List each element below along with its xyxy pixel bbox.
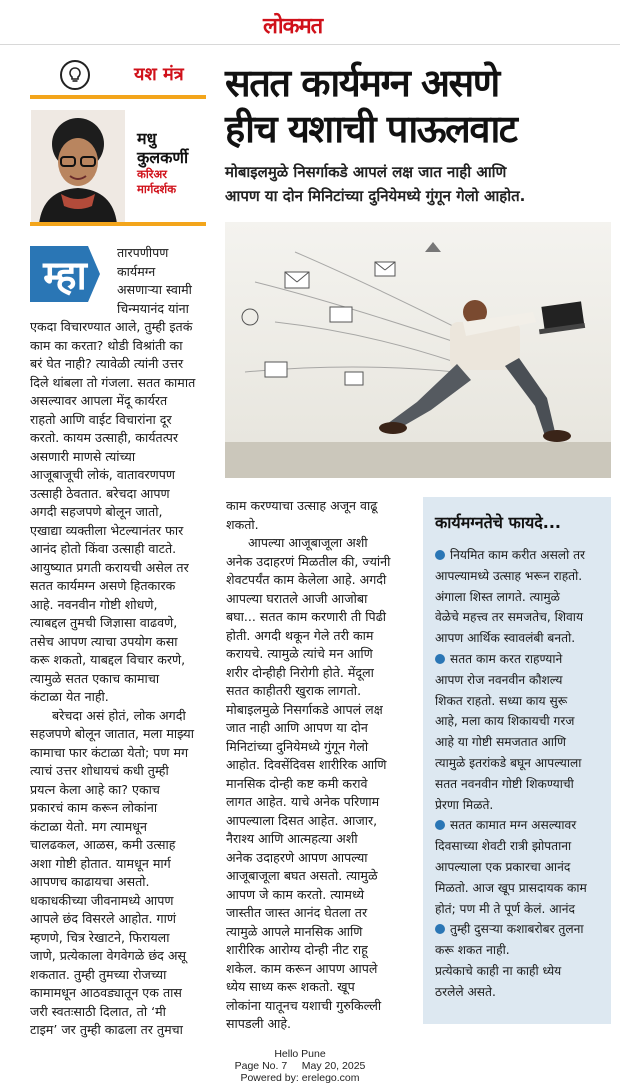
text-line: बरेचदा असं होतं, लोक अगदी <box>52 707 186 723</box>
text-line: टाइम’ जर तुम्ही काढला तर तुमचा <box>30 1022 183 1037</box>
bullet-icon <box>435 550 445 560</box>
text-line: त्याचं उत्तर शोधायचं कधी तुम्ही <box>30 763 169 778</box>
benefit-text: करू शकत नाही. <box>435 943 510 958</box>
author-role-line1: करिअर <box>137 167 168 181</box>
footer-page-date: Page No. 7 May 20, 2025 <box>234 1060 366 1072</box>
bullet-icon <box>435 924 445 934</box>
text-line: म्हणणे, चित्र रेखाटने, फिरायला <box>30 929 170 945</box>
text-line: शारीरिक आरोग्य दोन्ही नीट राहू <box>226 942 368 957</box>
subheadline <box>225 160 525 208</box>
text-line: शकतात. तुम्ही तुमच्या रोजच्या <box>30 966 167 982</box>
author-role-line2: मार्गदर्शक <box>137 182 177 196</box>
text-line: कामामधून आठवड्यातून एक तास <box>30 985 182 1000</box>
benefit-text: ठरलेले असते. <box>435 984 496 999</box>
headline-line2: हीच यशाची पाऊलवाट <box>225 107 517 151</box>
footer-edition: Hello Pune <box>274 1048 326 1060</box>
text-line: एकदा विचारण्यात आले, तुम्ही इतकं <box>30 319 193 334</box>
benefit-text: वेळेचे महत्त्व तर समजतेच, शिवाय <box>435 610 584 625</box>
section-divider <box>30 95 206 99</box>
text-line: त्यामुळे आपले मानसिक आणि <box>226 923 363 939</box>
benefit-line <box>435 753 601 774</box>
text-line: बघा... सतत काम करणारी ती पिढी <box>226 609 387 624</box>
hero-image <box>225 222 611 478</box>
benefit-line <box>435 919 601 940</box>
bulb-icon <box>60 60 90 90</box>
benefit-text: तुम्ही दुसऱ्या कशाबरोबर तुलना <box>450 922 584 937</box>
text-line: ध्येय साध्य करू शकतो. खूप <box>226 979 355 994</box>
text-line: करायचे. त्यामुळे त्यांचे मन आणि <box>226 646 373 661</box>
benefit-line <box>435 732 601 753</box>
author-divider <box>30 222 206 226</box>
text-line: उत्साही ठेवतात. बरेचदा आपण <box>30 485 170 501</box>
text-line: जात नाही आणि आपण या दोन <box>226 720 368 735</box>
benefit-text: शिकत राहतो. सध्या काय सुरू <box>435 693 568 708</box>
headline <box>225 60 516 152</box>
benefit-line <box>435 878 601 899</box>
text-line: चालढकल, आळस, कमी उत्साह <box>30 837 176 852</box>
text-line: आजूबाजूची लोकं, वातावरणपण <box>30 467 175 482</box>
benefit-text: सतत नवनवीन गोष्टी शिकण्याची <box>435 776 574 791</box>
text-line: धकाधकीच्या जीवनामध्ये आपण <box>30 892 174 908</box>
text-line: शरीर दोन्हीही निरोगी होते. मेंदूला <box>226 664 374 680</box>
benefit-text: आपण आर्थिक स्वावलंबी बनतो. <box>435 631 576 646</box>
benefit-line <box>435 649 601 670</box>
author-role <box>137 167 176 197</box>
section-title: यश मंत्र <box>134 64 184 85</box>
benefit-text: सतत कामात मग्न असल्यावर <box>450 818 577 833</box>
text-line: बरं घेत नाही? त्यावेळी त्यांनी उत्तर <box>30 356 184 371</box>
benefit-text: आहे, मला काय शिकायची गरज <box>435 714 575 729</box>
benefit-text: सतत काम करत राहण्याने <box>450 651 563 666</box>
author-name-line1: मधु <box>137 129 157 148</box>
text-line: आपल्याला दिसत आहेत. आजार, <box>226 812 378 828</box>
author-name <box>137 129 188 167</box>
benefit-line <box>435 961 601 982</box>
text-line: आजूबाजूला बघत असतो. त्यामुळे <box>226 868 378 883</box>
text-line: सहजपणे बोलून जातात, मला माझ्या <box>30 726 194 741</box>
bulb-glyph-icon <box>66 66 84 84</box>
body-column-2 <box>226 497 416 1034</box>
text-line: नैराश्य आणि आत्महत्या अशी <box>226 831 358 846</box>
text-line: आहोत. दिवसेंदिवस शारीरिक आणि <box>226 757 387 772</box>
lead-line: कार्यमग्न <box>117 263 156 279</box>
benefit-text: आपल्यामध्ये उत्साह भरून राहतो. <box>435 568 583 583</box>
text-line: आपण जे काम करतो. त्यामध्ये <box>226 886 365 902</box>
lead-line: चिन्मयानंद यांना <box>117 300 189 316</box>
benefit-line <box>435 566 601 587</box>
subhead-line1: मोबाइलमुळे निसर्गाकडे आपलं लक्ष जात नाही आणि <box>225 163 507 181</box>
benefit-line <box>435 982 601 1003</box>
benefit-text: दिवसाच्या शेवटी रात्री झोपताना <box>435 839 572 854</box>
text-line: मानसिक दोन्ही कष्ट कमी करावे <box>226 775 368 791</box>
text-line: आहे. नवनवीन गोष्टी शोधणे, <box>30 596 158 612</box>
benefit-line <box>435 670 601 691</box>
text-line: करू शकतो, याबद्दल विचार करणे, <box>30 652 186 667</box>
text-line: मोबाइलमुळे निसर्गाकडे आपलं लक्ष <box>226 701 383 717</box>
benefit-line <box>435 836 601 857</box>
benefit-text: अंगाला शिस्त लागते. त्यामुळे <box>435 589 560 604</box>
text-line: आपणच काढायचा असतो. <box>30 874 150 889</box>
benefit-item <box>435 919 601 1002</box>
text-line: करतो. कायम उत्साही, कार्यतत्पर <box>30 430 179 445</box>
subhead-line2: आपण या दोन मिनिटांच्या दुनियेमध्ये गुंगून गेलो आहोत. <box>225 187 526 205</box>
benefit-line <box>435 691 601 712</box>
text-line: कंटाळा येतो. मग त्यामधून <box>30 818 147 834</box>
benefit-text: आपण रोज नवनवीन कौशल्य <box>435 672 563 687</box>
text-line: मिनिटांच्या दुनियेमध्ये गुंगून गेलो <box>226 738 369 754</box>
text-line: तसेच आपण त्याचा उपयोग कसा <box>30 633 178 649</box>
benefit-text: प्रेरणा मिळते. <box>435 797 494 812</box>
benefit-item <box>435 815 601 919</box>
body-lead <box>117 244 213 318</box>
text-line: कंटाळा येत नाही. <box>30 689 109 704</box>
paragraph-1 <box>30 318 218 707</box>
text-line: असल्यावर आपला मेंदू कार्यरत <box>30 393 168 408</box>
text-line: लोकांना यातूनच यशाची गुरुकिल्ली <box>226 997 382 1013</box>
text-line: सापडली आहे. <box>226 1016 292 1031</box>
benefit-line <box>435 607 601 628</box>
bullet-icon <box>435 654 445 664</box>
paragraph-3 <box>226 497 416 534</box>
benefits-list <box>435 545 601 1003</box>
text-line: त्याबद्दल तुमची जिज्ञासा वाढवणे, <box>30 615 178 630</box>
paragraph-2 <box>30 707 218 1040</box>
benefit-line <box>435 940 601 961</box>
text-line: सतत कार्यमग्न असणे हितकारक <box>30 578 176 593</box>
headline-line1: सतत कार्यमग्न असणे <box>225 61 499 105</box>
text-line: त्यामुळे सतत एकाच कामाचा <box>30 670 160 686</box>
benefit-line <box>435 545 601 566</box>
text-line: शेवटपर्यंत काम केलेला आहे. अगदी <box>226 572 387 587</box>
benefit-line <box>435 774 601 795</box>
benefit-text: आहे या गोष्टी समजतात आणि <box>435 735 566 750</box>
text-line: अनेक उदाहरणं मिळतील की, ज्यांनी <box>226 553 391 569</box>
benefits-title: कार्यमग्नतेचे फायदे... <box>435 513 561 532</box>
benefit-text: मिळतो. आज खूप प्रासदायक काम <box>435 880 587 895</box>
masthead <box>0 0 620 46</box>
text-line: प्रकारचं काम करून लोकांना <box>30 800 158 815</box>
text-line: अशा गोष्टी होतात. यामधून मार्ग <box>30 855 171 871</box>
text-line: एखाद्या व्यक्तीला भेटल्यानंतर फार <box>30 522 184 538</box>
footer-powered[interactable]: Powered by: erelego.com <box>240 1072 360 1084</box>
text-line: काम करण्याचा उत्साह अजून वाढू <box>226 498 378 513</box>
benefit-text: प्रत्येकाचे काही ना काही ध्येय <box>435 963 562 978</box>
text-line: जाणे, प्रत्येकाला वेगवेगळे छंद असू <box>30 948 186 963</box>
benefit-line <box>435 899 601 920</box>
benefit-item <box>435 545 601 649</box>
text-line: जरी स्वतःसाठी दिलात, तो ‘मी <box>30 1003 166 1019</box>
text-line: प्रयत्न केला आहे का? एकाच <box>30 781 160 797</box>
text-line: अनेक उदाहरणे आपण आपल्या <box>226 849 368 865</box>
text-line: शकतो. <box>226 516 259 532</box>
text-line: होती. अगदी थकून गेले तरी काम <box>226 627 374 643</box>
dropcap-letter: म्हा <box>43 253 87 299</box>
text-line: आपल्या आजूबाजूला अशी <box>248 535 368 550</box>
benefit-line <box>435 857 601 878</box>
author-name-line2: कुलकर्णी <box>137 148 189 167</box>
lokmat-logo[interactable]: लोकमत <box>263 13 323 39</box>
dropcap <box>30 246 100 302</box>
masthead-divider <box>0 44 620 45</box>
text-line: असणारी माणसे त्यांच्या <box>30 448 136 464</box>
text-line: काम का करता? थोडी विश्रांती का <box>30 337 183 353</box>
benefit-line <box>435 795 601 816</box>
text-line: आनंद होतो किंवा उत्साही वाटते. <box>30 541 177 556</box>
benefit-line <box>435 587 601 608</box>
benefits-box <box>423 497 611 1024</box>
benefit-text: आपल्याला एक प्रकारचा आनंद <box>435 859 571 874</box>
text-line: आपल्या घरातले आजी आजोबा <box>226 590 368 606</box>
paragraph-4 <box>226 534 416 1034</box>
text-line: कामाचा फार कंटाळा येतो; पण मग <box>30 744 189 760</box>
body-column-1 <box>30 318 218 1040</box>
text-line: सतत काहीतरी खुराक लागतो. <box>226 683 362 698</box>
bullet-icon <box>435 820 445 830</box>
text-line: शकेल. काम करून आपण आपले <box>226 960 378 976</box>
text-line: आयुष्यात प्रगती करायची असेल तर <box>30 559 189 575</box>
benefit-text: नियमित काम करीत असलो तर <box>450 548 586 562</box>
author-photo <box>31 110 125 224</box>
benefit-text: होतं; पण मी ते पूर्ण केलं. आनंद <box>435 901 575 916</box>
text-line: आपले छंद विसरले आहोत. गाणं <box>30 911 177 926</box>
benefit-text: त्यामुळे इतरांकडे बघून आपल्याला <box>435 755 582 770</box>
page-footer <box>230 1048 370 1084</box>
text-line: जास्तीत जास्त आनंद घेतला तर <box>226 905 368 920</box>
text-line: लागत आहेत. याचे अनेक परिणाम <box>226 794 380 809</box>
benefit-line <box>435 711 601 732</box>
text-line: दिले थांबला तो गंजला. सतत कामात <box>30 374 196 390</box>
lead-line: तारपणीपण <box>117 245 169 260</box>
text-line: राहतो आणि वाईट विचारांना दूर <box>30 411 172 427</box>
text-line: अगदी सहजपणे बोलून जातो, <box>30 504 163 519</box>
benefit-line <box>435 628 601 649</box>
benefit-line <box>435 815 601 836</box>
benefit-item <box>435 649 601 815</box>
lead-line: असणाऱ्या स्वामी <box>117 282 192 297</box>
